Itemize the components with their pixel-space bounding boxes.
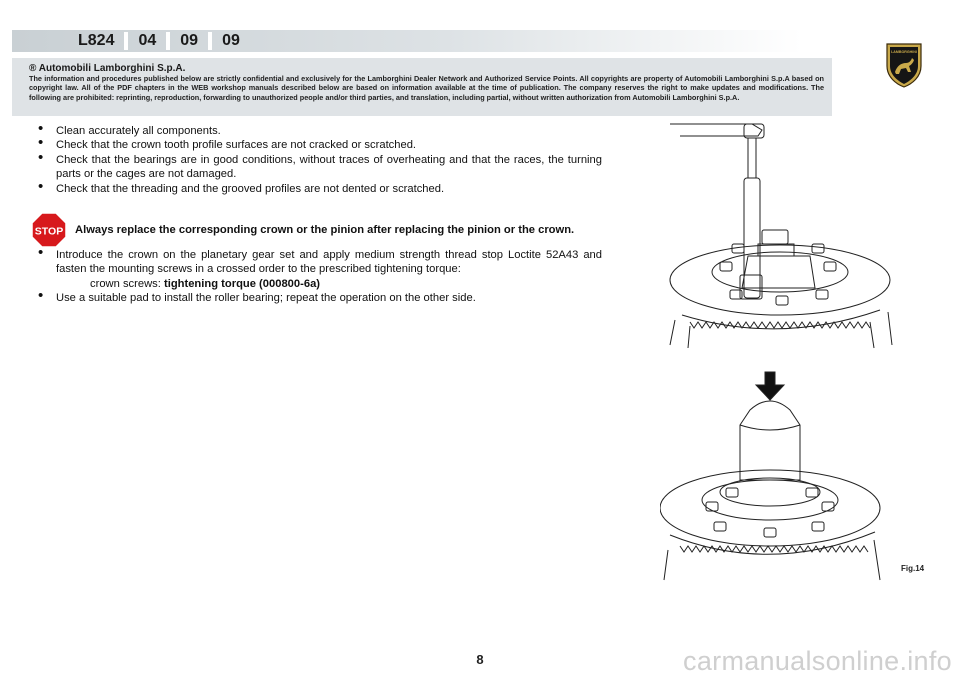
torque-wrench-drawing — [670, 124, 892, 348]
copyright-notice — [12, 58, 832, 116]
code-model: L824 — [78, 32, 115, 49]
list-item: • Check that the threading and the grooved profiles are not dented or scratched. — [38, 182, 602, 196]
figure-illustration — [660, 120, 900, 590]
torque-label: crown screws: — [90, 277, 164, 290]
bearing-press-drawing — [660, 372, 880, 580]
list-item — [38, 248, 602, 291]
stop-sign-icon — [31, 212, 67, 248]
checks-list — [38, 124, 602, 196]
warning-text: Always replace the corresponding crown or the pinion after replacing the pinion or the crown. — [75, 223, 575, 236]
list-item: • Use a suitable pad to install the roller bearing; repeat the operation on the other side. — [38, 291, 602, 305]
list-item: • Check that the crown tooth profile surfaces are not cracked or scratched. — [38, 138, 602, 152]
warning-callout — [31, 212, 602, 248]
document-code — [70, 30, 248, 52]
torque-value: tightening torque (000800-6a) — [163, 277, 321, 290]
code-separator — [124, 32, 128, 50]
page-content — [34, 124, 602, 306]
list-item: • Clean accurately all components. — [38, 124, 602, 138]
page-number: 8 — [476, 652, 484, 667]
figure-label: Fig.14 — [901, 564, 925, 573]
svg-text:LAMBORGHINI: LAMBORGHINI — [891, 50, 917, 54]
torque-spec — [56, 277, 602, 291]
stop-sign-text: STOP — [34, 225, 64, 238]
code-group: 04 — [138, 32, 157, 49]
code-subgroup: 09 — [180, 32, 199, 49]
copyright-title: ® Automobili Lamborghini S.p.A. — [29, 63, 186, 74]
copyright-text: The information and procedures published below are strictly confidential and exclusively for the Lamborghini Dealer Network and Authorized Service Points. All copyrights are property of Automobili Lamborghini S.p.A based on copyright law. All of the PDF chapters in the WEB workshop manuals described below are based on information available at the time of publication. The company reserves the right to make updates and modifications. The following are prohibited: reprinting, reproduction, forwarding to unauthorized people and/or third parties, and translation, including partial, without written authorization from Automobili Lamborghini S.p.A. — [29, 74, 824, 102]
code-separator — [208, 32, 212, 50]
code-separator — [166, 32, 170, 50]
install-step-text: Introduce the crown on the planetary gear set and apply medium strength thread stop Loctite 52A43 and fasten the mounting screws in a crossed order to the prescribed tightening torque: — [56, 249, 602, 276]
lamborghini-shield-icon — [884, 42, 924, 88]
list-item: • Check that the bearings are in good conditions, without traces of overheating and that the races, the turning parts or the cages are not damaged. — [38, 153, 602, 182]
steps-list — [38, 248, 602, 306]
code-section: 09 — [222, 32, 240, 49]
watermark: carmanualsonline.info — [683, 646, 952, 676]
